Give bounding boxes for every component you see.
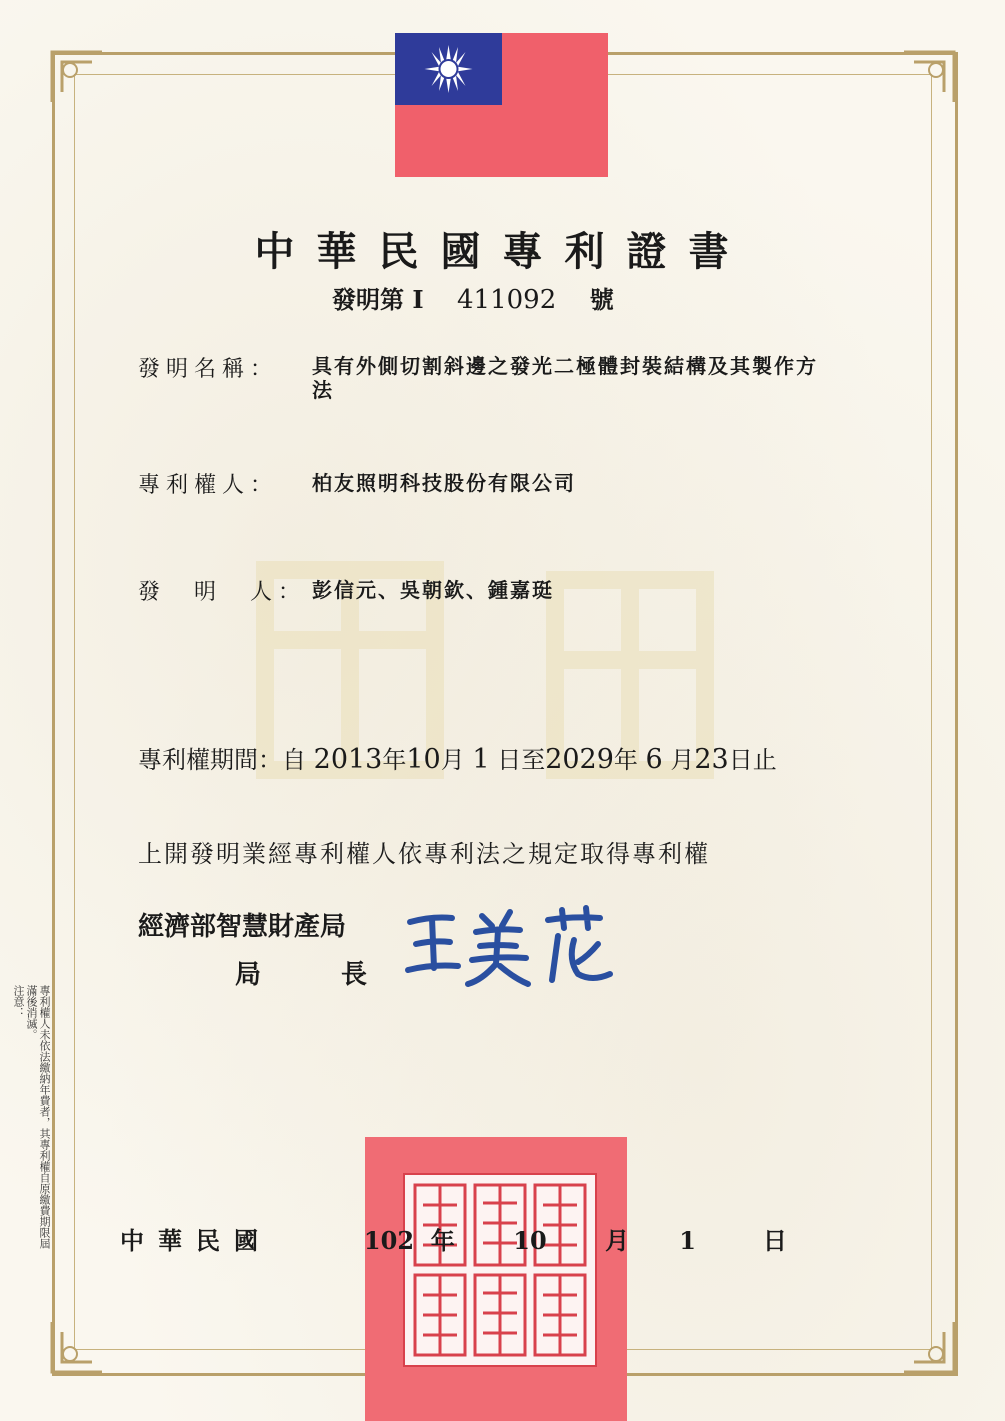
certificate-title: 中華民國專利證書	[254, 228, 751, 275]
term-year-char-2: 年	[613, 746, 638, 774]
term-end-day: 23	[694, 744, 729, 775]
date-year-char: 年	[430, 1226, 455, 1255]
grant-statement: 上開發明業經專利權人依專利法之規定取得專利權	[138, 840, 710, 868]
date-month: 10	[513, 1226, 547, 1255]
patent-term	[138, 740, 777, 775]
issuing-office: 經濟部智慧財產局	[138, 912, 347, 942]
term-from: 自	[282, 746, 306, 774]
number-letter: I	[412, 285, 424, 314]
side-note	[12, 985, 52, 1255]
term-year-char: 年	[382, 746, 407, 774]
seal-inner-box	[403, 1173, 597, 1367]
date-era: 中華民國	[120, 1226, 272, 1255]
term-start-month: 10	[406, 744, 441, 775]
term-month-char: 月	[440, 746, 465, 774]
invention-name-value: 具有外側切割斜邊之發光二極體封裝結構及其製作方法	[312, 354, 818, 402]
national-flag	[395, 33, 608, 177]
term-end-word: 止	[752, 746, 777, 774]
director-title: 局長	[235, 960, 448, 990]
patentee-value: 柏友照明科技股份有限公司	[312, 471, 576, 495]
corner-ornament-bottom-right	[900, 1318, 958, 1376]
certificate-number	[332, 280, 614, 315]
patentee-label: 專利權人：	[138, 473, 279, 498]
date-year: 102	[363, 1226, 415, 1255]
term-end-year: 2029	[545, 744, 614, 775]
term-day-char-2: 日	[728, 746, 753, 774]
note-text: 專利權人未依法繳納年費者，其專利權自原繳費期限屆滿後消滅。	[25, 985, 51, 1249]
white-sun-icon	[395, 33, 502, 105]
term-start-year: 2013	[313, 744, 383, 775]
term-end-month: 6	[645, 744, 663, 775]
number-value: 411092	[457, 285, 557, 315]
corner-ornament-bottom-left	[48, 1318, 106, 1376]
seal-characters-icon	[405, 1175, 595, 1365]
corner-ornament-top-right	[900, 48, 958, 106]
inventor-label: 發 明 人：	[138, 580, 307, 605]
flag-canton	[395, 33, 502, 105]
number-prefix: 發明第	[332, 285, 404, 314]
invention-name-label: 發明名稱：	[138, 357, 279, 382]
term-day-char: 日	[497, 746, 522, 774]
inventor-value: 彭信元、吳朝欽、鍾嘉珽	[312, 578, 554, 602]
official-seal	[365, 1137, 630, 1421]
term-label: 專利權期間：	[138, 746, 282, 774]
number-suffix: 號	[589, 285, 614, 314]
date-month-char: 月	[605, 1226, 630, 1255]
corner-ornament-top-left	[48, 48, 106, 106]
note-heading: 注意：	[12, 985, 25, 1018]
term-to: 至	[521, 746, 546, 774]
term-month-char-2: 月	[670, 746, 695, 774]
director-signature	[402, 900, 632, 990]
issue-date	[120, 1221, 787, 1256]
date-day-char: 日	[762, 1226, 787, 1255]
date-day: 1	[679, 1226, 696, 1255]
term-start-day: 1	[472, 744, 490, 775]
